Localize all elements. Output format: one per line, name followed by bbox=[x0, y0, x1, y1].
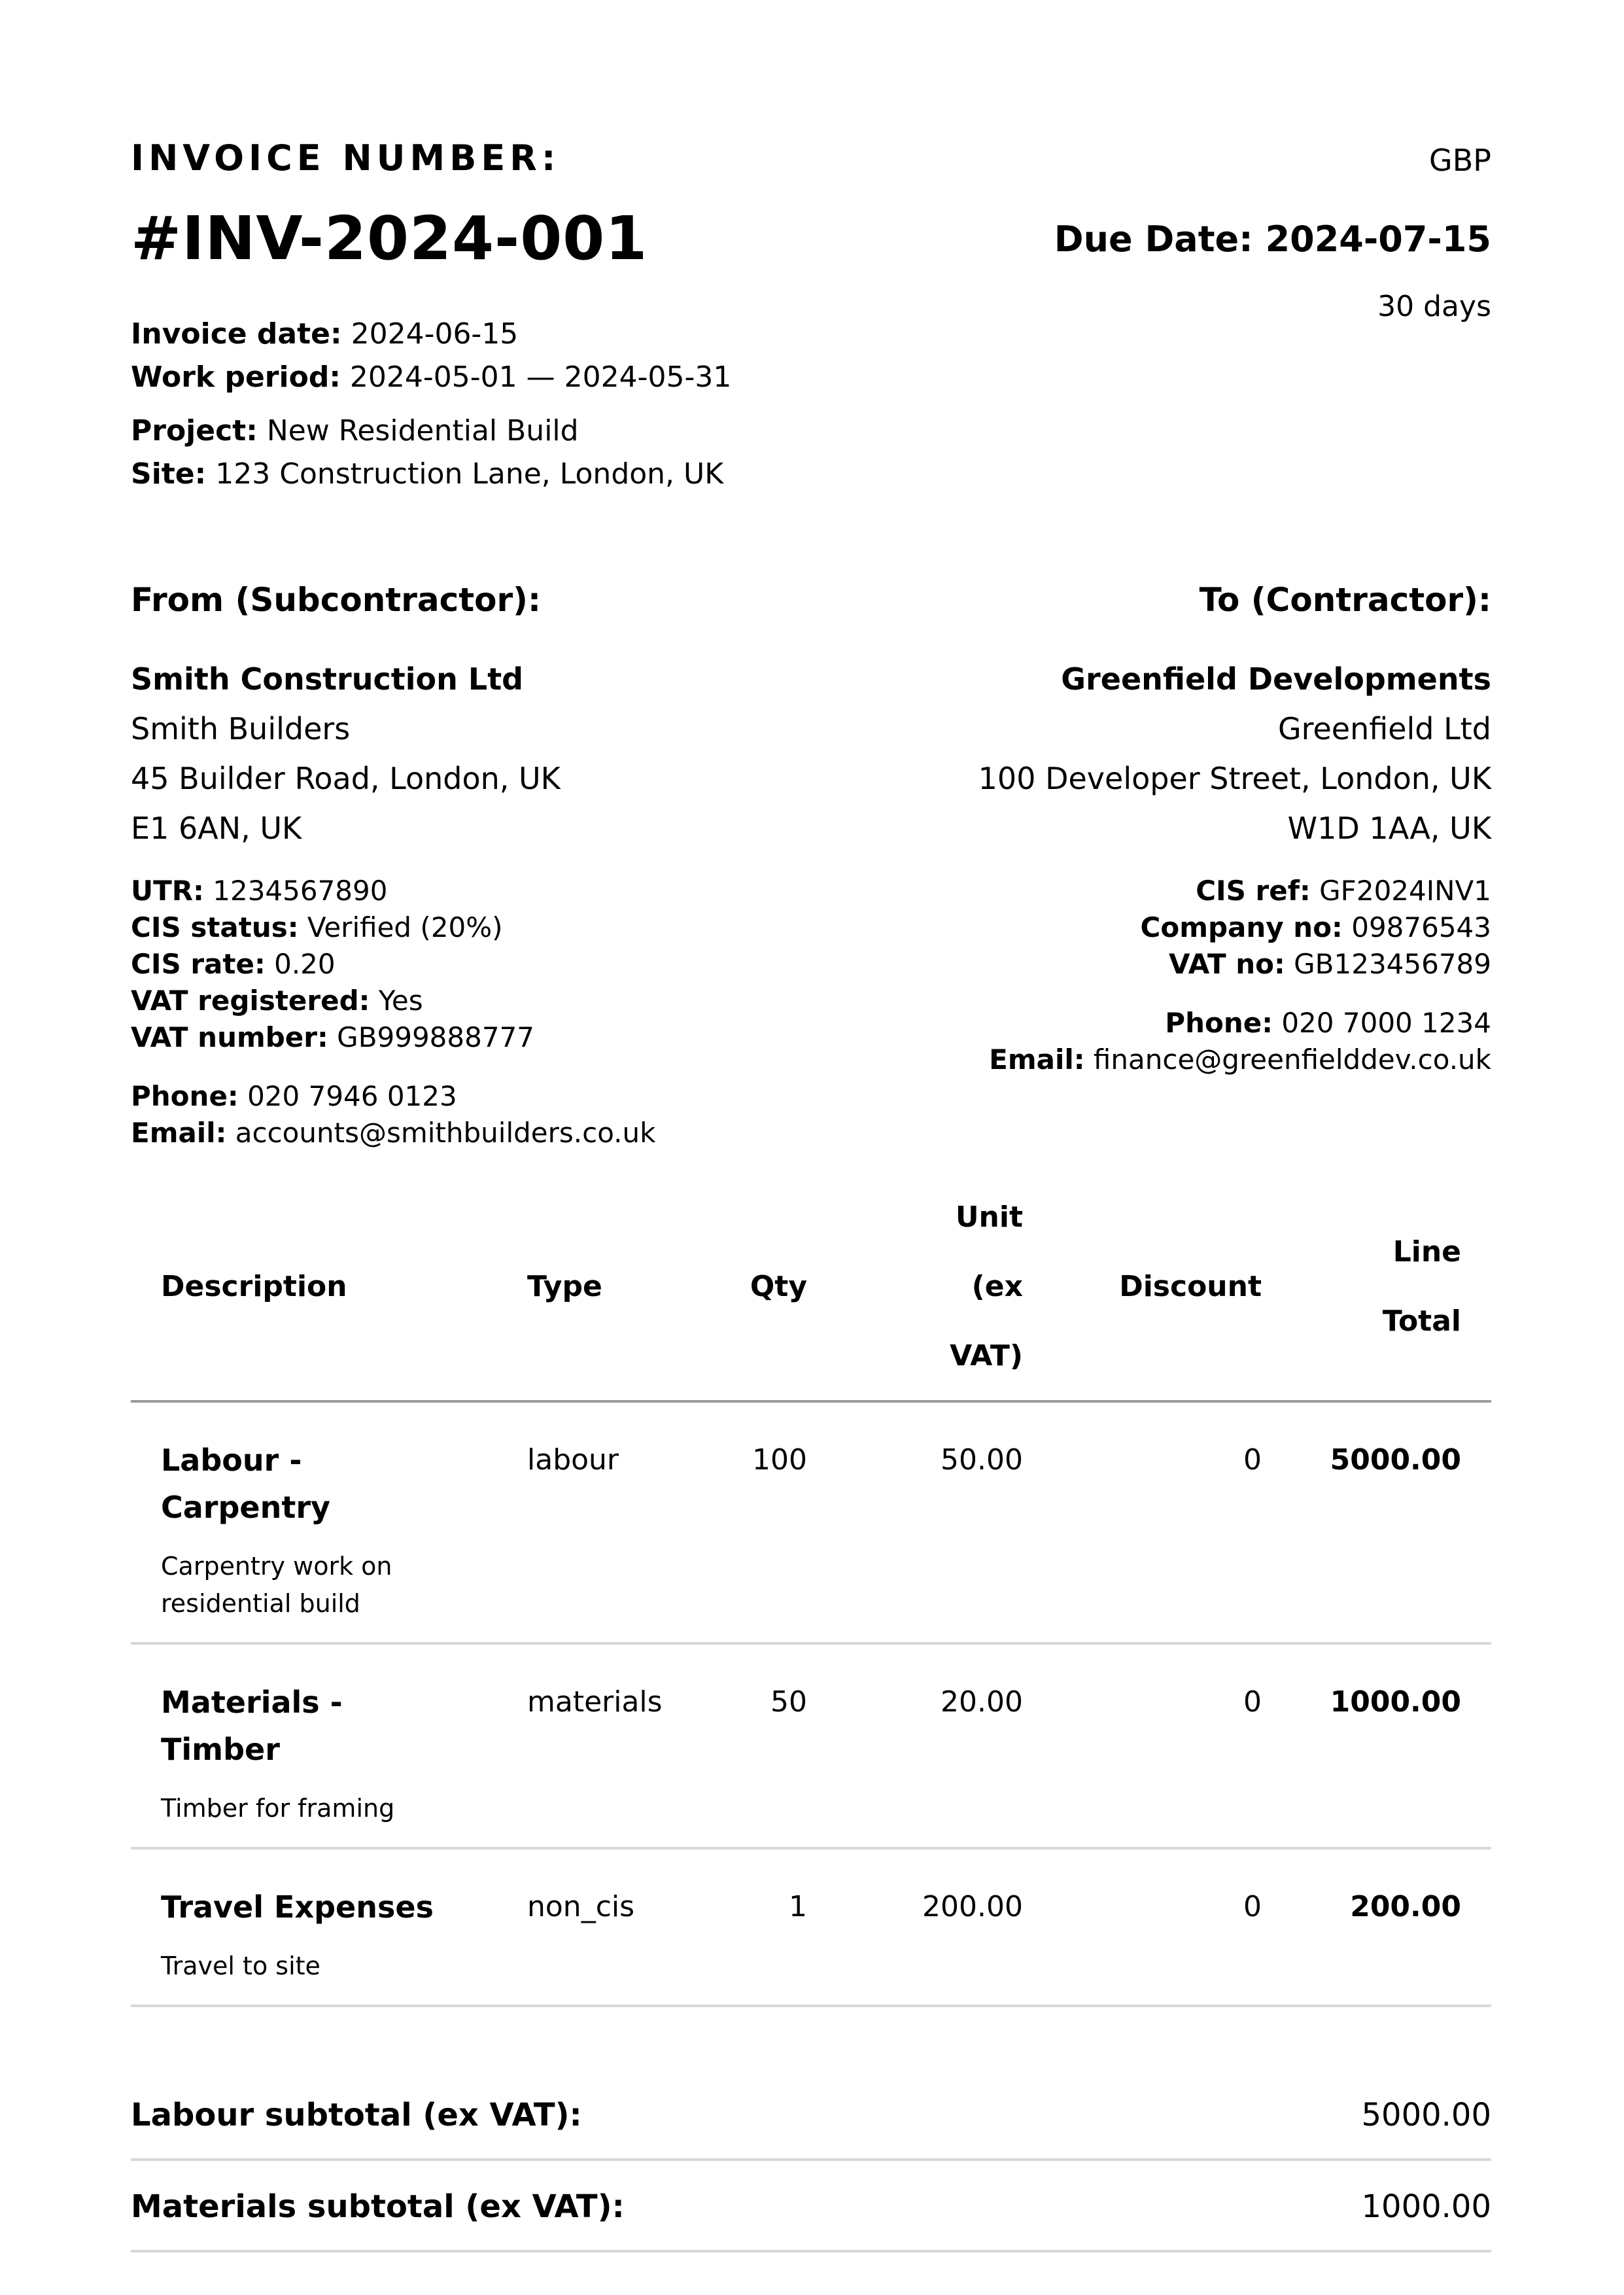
invoice-date-value: 2024-06-15 bbox=[351, 317, 519, 351]
project-value: New Residential Build bbox=[266, 414, 579, 447]
utr-line bbox=[131, 873, 655, 909]
due-date-label: Due Date: bbox=[1054, 219, 1253, 260]
due-date-value: 2024-07-15 bbox=[1265, 219, 1491, 260]
cell-unit: 50.00 bbox=[837, 1401, 1053, 1643]
invoice-number-label: INVOICE NUMBER: bbox=[131, 137, 561, 179]
labour-subtotal-row bbox=[131, 2069, 1491, 2161]
site-label: Site: bbox=[131, 457, 207, 491]
cell-line-total: 1000.00 bbox=[1292, 1643, 1491, 1848]
cell-discount: 0 bbox=[1053, 1401, 1292, 1643]
to-tax-details bbox=[978, 873, 1491, 983]
to-email-value: finance@greenfielddev.co.uk bbox=[1093, 1043, 1491, 1076]
to-contact bbox=[978, 1005, 1491, 1078]
invoice-header-left bbox=[131, 137, 731, 496]
from-address-line1: 45 Builder Road, London, UK bbox=[131, 761, 561, 796]
cell-line-total: 200.00 bbox=[1292, 1848, 1491, 2006]
utr-value: 1234567890 bbox=[213, 875, 388, 907]
to-trading-name: Greenfield Ltd bbox=[1277, 711, 1491, 746]
invoice-date-line bbox=[131, 313, 731, 356]
totals-section bbox=[131, 2069, 1491, 2252]
invoice-date-label: Invoice date: bbox=[131, 317, 342, 351]
vat-registered-label: VAT registered: bbox=[131, 985, 370, 1017]
cell-description bbox=[131, 1401, 497, 1643]
materials-subtotal-value: 1000.00 bbox=[1361, 2188, 1491, 2225]
cis-status-line bbox=[131, 909, 655, 946]
cell-qty: 1 bbox=[706, 1848, 837, 2006]
cis-status-label: CIS status: bbox=[131, 911, 299, 943]
to-phone-line bbox=[978, 1005, 1491, 1042]
vat-no-value: GB123456789 bbox=[1294, 948, 1491, 980]
to-phone-value: 020 7000 1234 bbox=[1281, 1007, 1491, 1039]
vat-number-line bbox=[131, 1019, 655, 1056]
labour-subtotal-value: 5000.00 bbox=[1361, 2097, 1491, 2133]
col-header-line-total: Line Total bbox=[1292, 1178, 1491, 1401]
work-period-label: Work period: bbox=[131, 360, 341, 394]
item-description: Carpentry work on residential build bbox=[161, 1552, 392, 1618]
invoice-meta bbox=[131, 313, 731, 399]
to-contractor-block bbox=[978, 581, 1491, 1151]
from-heading: From (Subcontractor): bbox=[131, 581, 542, 619]
currency: GBP bbox=[1429, 143, 1491, 178]
to-company-name: Greenfield Developments bbox=[1061, 661, 1491, 697]
item-title: Materials - Timber bbox=[161, 1685, 343, 1767]
cell-discount: 0 bbox=[1053, 1643, 1292, 1848]
table-row bbox=[131, 1848, 1491, 2006]
vat-number-value: GB999888777 bbox=[337, 1021, 535, 1053]
line-items-table bbox=[131, 1178, 1491, 2007]
site-line bbox=[131, 453, 731, 496]
to-address-line1: 100 Developer Street, London, UK bbox=[978, 761, 1491, 796]
from-phone-label: Phone: bbox=[131, 1080, 239, 1112]
invoice-header bbox=[131, 137, 1491, 496]
work-period-line bbox=[131, 356, 731, 399]
to-email-label: Email: bbox=[989, 1043, 1085, 1076]
from-address-line2: E1 6AN, UK bbox=[131, 811, 302, 846]
company-no-label: Company no: bbox=[1140, 911, 1343, 943]
cis-ref-line bbox=[978, 873, 1491, 909]
materials-subtotal-label: Materials subtotal (ex VAT): bbox=[131, 2188, 625, 2225]
from-contact bbox=[131, 1078, 655, 1151]
site-value: 123 Construction Lane, London, UK bbox=[215, 457, 724, 491]
item-description: Timber for framing bbox=[161, 1794, 395, 1823]
from-email-label: Email: bbox=[131, 1117, 227, 1149]
cis-rate-line bbox=[131, 946, 655, 983]
vat-no-line bbox=[978, 946, 1491, 983]
materials-subtotal-row bbox=[131, 2161, 1491, 2252]
col-header-discount: Discount bbox=[1053, 1178, 1292, 1401]
project-meta bbox=[131, 410, 731, 496]
from-email-line bbox=[131, 1115, 655, 1151]
cell-unit: 20.00 bbox=[837, 1643, 1053, 1848]
table-row bbox=[131, 1401, 1491, 1643]
cis-ref-label: CIS ref: bbox=[1196, 875, 1311, 907]
table-header-row bbox=[131, 1178, 1491, 1401]
cell-discount: 0 bbox=[1053, 1848, 1292, 2006]
invoice-number: #INV-2024-001 bbox=[131, 203, 648, 273]
to-heading: To (Contractor): bbox=[1199, 581, 1491, 619]
item-title: Labour - Carpentry bbox=[161, 1443, 331, 1525]
cell-line-total: 5000.00 bbox=[1292, 1401, 1491, 1643]
from-company-name: Smith Construction Ltd bbox=[131, 661, 524, 697]
cell-qty: 100 bbox=[706, 1401, 837, 1643]
col-header-unit: Unit (ex VAT) bbox=[837, 1178, 1053, 1401]
from-trading-name: Smith Builders bbox=[131, 711, 351, 746]
from-tax-details bbox=[131, 873, 655, 1056]
cell-description bbox=[131, 1643, 497, 1848]
vat-no-label: VAT no: bbox=[1169, 948, 1285, 980]
from-subcontractor-block bbox=[131, 581, 655, 1151]
parties-section bbox=[131, 581, 1491, 1151]
col-header-qty: Qty bbox=[706, 1178, 837, 1401]
item-description: Travel to site bbox=[161, 1952, 320, 1980]
cell-type: labour bbox=[497, 1401, 706, 1643]
vat-number-label: VAT number: bbox=[131, 1021, 328, 1053]
due-date-line bbox=[1054, 219, 1491, 260]
cell-description bbox=[131, 1848, 497, 2006]
vat-registered-value: Yes bbox=[378, 985, 423, 1017]
utr-label: UTR: bbox=[131, 875, 204, 907]
col-header-type: Type bbox=[497, 1178, 706, 1401]
table-row bbox=[131, 1643, 1491, 1848]
cell-unit: 200.00 bbox=[837, 1848, 1053, 2006]
to-email-line bbox=[978, 1042, 1491, 1078]
cell-type: materials bbox=[497, 1643, 706, 1848]
invoice-header-right bbox=[1054, 137, 1491, 323]
col-header-description: Description bbox=[131, 1178, 497, 1401]
cis-rate-label: CIS rate: bbox=[131, 948, 266, 980]
to-address-line2: W1D 1AA, UK bbox=[1287, 811, 1491, 846]
cis-ref-value: GF2024INV1 bbox=[1319, 875, 1491, 907]
labour-subtotal-label: Labour subtotal (ex VAT): bbox=[131, 2097, 582, 2133]
work-period-value: 2024-05-01 — 2024-05-31 bbox=[349, 360, 732, 394]
to-phone-label: Phone: bbox=[1165, 1007, 1273, 1039]
cis-rate-value: 0.20 bbox=[274, 948, 336, 980]
payment-terms: 30 days bbox=[1377, 290, 1491, 323]
company-no-value: 09876543 bbox=[1351, 911, 1491, 943]
project-line bbox=[131, 410, 731, 453]
from-phone-line bbox=[131, 1078, 655, 1115]
item-title: Travel Expenses bbox=[161, 1889, 434, 1925]
cis-status-value: Verified (20%) bbox=[307, 911, 503, 943]
cell-type: non_cis bbox=[497, 1848, 706, 2006]
project-label: Project: bbox=[131, 414, 258, 447]
vat-registered-line bbox=[131, 983, 655, 1019]
from-phone-value: 020 7946 0123 bbox=[247, 1080, 457, 1112]
company-no-line bbox=[978, 909, 1491, 946]
from-email-value: accounts@smithbuilders.co.uk bbox=[235, 1117, 656, 1149]
cell-qty: 50 bbox=[706, 1643, 837, 1848]
line-items-section bbox=[131, 1178, 1491, 2007]
